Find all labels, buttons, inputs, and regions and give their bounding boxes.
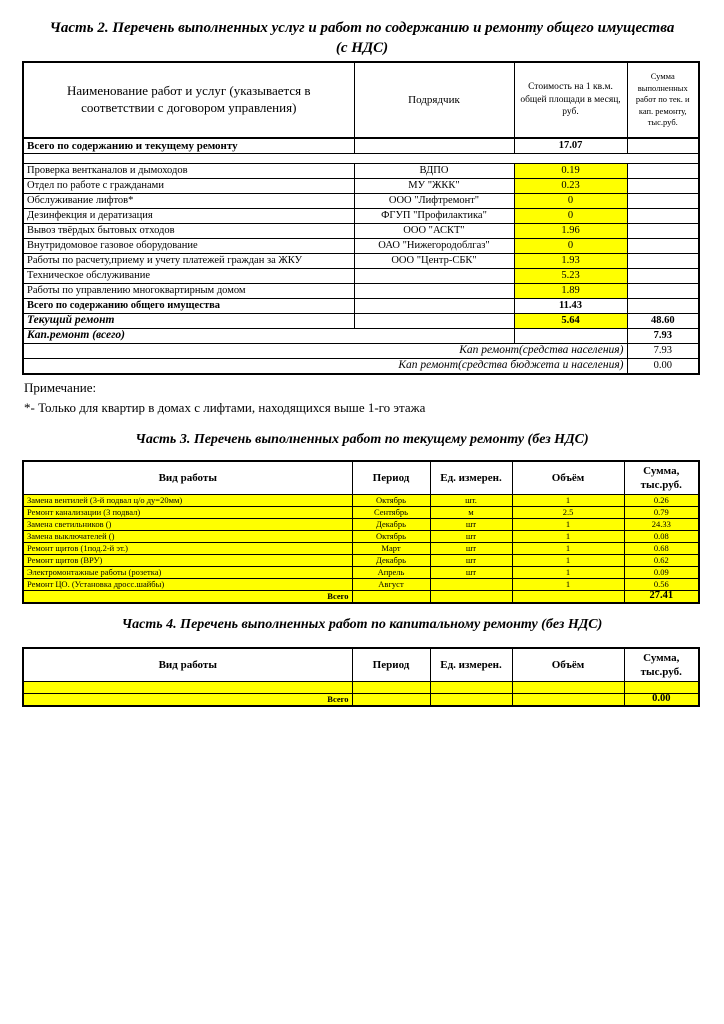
service-contractor: МУ "ЖКК" [354, 179, 514, 194]
service-name: Внутридомовое газовое оборудование [23, 239, 354, 254]
maint-total-label: Всего по содержанию общего имущества [23, 299, 354, 314]
service-contractor: ФГУП "Профилактика" [354, 209, 514, 224]
work-period: Март [352, 543, 430, 555]
work-row [23, 579, 699, 591]
service-name: Работы по управлению многоквартирным домом [23, 284, 354, 299]
service-contractor: ВДПО [354, 164, 514, 179]
service-contractor: ООО "Центр-СБК" [354, 254, 514, 269]
part4-total-sum: 0.00 [624, 694, 699, 707]
part3-header-work: Вид работы [23, 461, 352, 495]
part4-total-label: Всего [23, 694, 352, 707]
note-label: Примечание: [24, 380, 97, 395]
total-contractor [354, 138, 514, 154]
service-row [23, 179, 699, 194]
work-volume: 1 [512, 567, 624, 579]
service-cost: 1.93 [514, 254, 627, 269]
work-volume: 1 [512, 519, 624, 531]
part4-header-sum: Сумма, тыс.руб. [624, 648, 699, 682]
capital-contractor [354, 329, 514, 344]
header-sum: Сумма выполненных работ по тек. и кап. ремонту, тыс.руб. [627, 62, 699, 138]
service-contractor: ООО "Лифтремонт" [354, 194, 514, 209]
header-contractor: Подрядчик [354, 62, 514, 138]
total-label: Всего по содержанию и текущему ремонту [23, 138, 354, 154]
work-volume: 1 [512, 555, 624, 567]
work-name: Ремонт щитов (1под.2-й эт.) [23, 543, 352, 555]
part4-total-volume [512, 694, 624, 707]
part3-table [22, 460, 700, 604]
spacer-row [23, 154, 699, 164]
maint-total-row [23, 299, 699, 314]
maint-total-cost: 11.43 [514, 299, 627, 314]
work-unit: шт [430, 543, 512, 555]
service-row [23, 194, 699, 209]
part4-table [22, 647, 700, 707]
total-sum [627, 138, 699, 154]
part3-header-row [23, 461, 699, 495]
work-row [23, 519, 699, 531]
service-row [23, 269, 699, 284]
capital-budget-row [23, 359, 699, 375]
work-volume: 1 [512, 543, 624, 555]
service-row [23, 254, 699, 269]
work-name: Замена выключателей () [23, 531, 352, 543]
part3-header-sum: Сумма, тыс.руб. [624, 461, 699, 495]
service-sum [627, 239, 699, 254]
capital-sum: 7.93 [627, 329, 699, 344]
part4-header-row [23, 648, 699, 682]
service-cost: 5.23 [514, 269, 627, 284]
work-period: Декабрь [352, 519, 430, 531]
current-repair-sum: 48.60 [627, 314, 699, 329]
service-name: Дезинфекция и дератизация [23, 209, 354, 224]
part3-title: Часть 3. Перечень выполненных работ по текущему ремонту (без НДС) [135, 432, 589, 447]
current-repair-row [23, 314, 699, 329]
part4-empty-sum [624, 682, 699, 694]
service-name: Проверка вентканалов и дымоходов [23, 164, 354, 179]
part4-empty-work [23, 682, 352, 694]
work-row [23, 495, 699, 507]
work-sum: 24.33 [624, 519, 699, 531]
current-repair-label: Текущий ремонт [23, 314, 354, 329]
header-name: Наименование работ и услуг (указывается в соответствии с договором управления) [23, 62, 354, 138]
service-cost: 0.19 [514, 164, 627, 179]
service-name: Работы по расчету,приему и учету платежей граждан за ЖКУ [23, 254, 354, 269]
work-sum: 0.68 [624, 543, 699, 555]
work-unit: шт [430, 567, 512, 579]
current-repair-cost: 5.64 [514, 314, 627, 329]
maint-total-sum [627, 299, 699, 314]
work-unit: шт. [430, 495, 512, 507]
total-cost: 17.07 [514, 138, 627, 154]
part2-table [22, 61, 700, 375]
work-name: Ремонт канализации (3 подвал) [23, 507, 352, 519]
total-row [23, 138, 699, 154]
part3-header-unit: Ед. измерен. [430, 461, 512, 495]
service-sum [627, 179, 699, 194]
work-name: Замена светильников () [23, 519, 352, 531]
service-sum [627, 209, 699, 224]
part3-total-row [23, 591, 699, 604]
part4-total-unit [430, 694, 512, 707]
part4-header-work: Вид работы [23, 648, 352, 682]
work-name: Электромонтажные работы (розетка) [23, 567, 352, 579]
work-row [23, 567, 699, 579]
part3-total-period [352, 591, 430, 604]
capital-cost [514, 329, 627, 344]
capital-pop-sum: 7.93 [627, 344, 699, 359]
service-cost: 0 [514, 194, 627, 209]
work-row [23, 543, 699, 555]
service-sum [627, 224, 699, 239]
part4-total-period [352, 694, 430, 707]
capital-budget-label: Кап ремонт(средства бюджета и населения) [23, 359, 627, 375]
part4-header-volume: Объём [512, 648, 624, 682]
capital-pop-label: Кап ремонт(средства населения) [23, 344, 627, 359]
service-cost: 1.96 [514, 224, 627, 239]
work-volume: 1 [512, 531, 624, 543]
part3-total-sum: 27.41 [624, 591, 699, 604]
service-contractor: ОАО "Нижегородоблгаз" [354, 239, 514, 254]
work-unit [430, 579, 512, 591]
part3-total-label: Всего [23, 591, 352, 604]
work-period: Сентябрь [352, 507, 430, 519]
service-name: Отдел по работе с гражданами [23, 179, 354, 194]
part4-empty-volume [512, 682, 624, 694]
work-row [23, 507, 699, 519]
service-sum [627, 254, 699, 269]
work-unit: шт [430, 531, 512, 543]
work-sum: 0.62 [624, 555, 699, 567]
service-row [23, 209, 699, 224]
part2-rows [23, 164, 699, 299]
part3-total-unit [430, 591, 512, 604]
service-name: Вывоз твёрдых бытовых отходов [23, 224, 354, 239]
part4-empty-period [352, 682, 430, 694]
service-name: Техническое обслуживание [23, 269, 354, 284]
work-sum: 0.26 [624, 495, 699, 507]
service-sum [627, 164, 699, 179]
work-period: Декабрь [352, 555, 430, 567]
work-period: Апрель [352, 567, 430, 579]
part4-header-period: Период [352, 648, 430, 682]
part3-header-volume: Объём [512, 461, 624, 495]
work-period: Октябрь [352, 495, 430, 507]
note-text: *- Только для квартир в домах с лифтами, находящихся выше 1-го этажа [24, 400, 426, 415]
work-volume: 1 [512, 579, 624, 591]
service-row [23, 164, 699, 179]
work-sum: 0.08 [624, 531, 699, 543]
part2-title [0, 18, 724, 58]
part4-empty-unit [430, 682, 512, 694]
capital-budget-sum: 0.00 [627, 359, 699, 375]
part4-title: Часть 4. Перечень выполненных работ по капитальному ремонту (без НДС) [121, 617, 603, 632]
work-row [23, 555, 699, 567]
part4-empty-row [23, 682, 699, 694]
capital-row [23, 329, 699, 344]
part4-header-unit: Ед. измерен. [430, 648, 512, 682]
service-sum [627, 269, 699, 284]
service-cost: 0 [514, 239, 627, 254]
service-row [23, 224, 699, 239]
header-cost: Стоимость на 1 кв.м. общей площади в месяц, руб. [514, 62, 627, 138]
work-sum: 0.56 [624, 579, 699, 591]
work-unit: м [430, 507, 512, 519]
part4-total-row [23, 694, 699, 707]
service-contractor [354, 284, 514, 299]
service-row [23, 239, 699, 254]
part3-header-period: Период [352, 461, 430, 495]
service-contractor: ООО "АСКТ" [354, 224, 514, 239]
work-unit: шт [430, 519, 512, 531]
work-name: Ремонт ЦО. (Установка дросс.шайбы) [23, 579, 352, 591]
service-sum [627, 284, 699, 299]
part2-title-line1: Часть 2. Перечень выполненных услуг и работ по содержанию и ремонту общего имущества [49, 20, 675, 36]
maint-total-contractor [354, 299, 514, 314]
part3-rows [23, 495, 699, 591]
part2-header-row [23, 62, 699, 138]
work-unit: шт [430, 555, 512, 567]
work-volume: 2.5 [512, 507, 624, 519]
work-sum: 0.09 [624, 567, 699, 579]
capital-pop-row [23, 344, 699, 359]
work-volume: 1 [512, 495, 624, 507]
service-name: Обслуживание лифтов* [23, 194, 354, 209]
service-row [23, 284, 699, 299]
work-name: Ремонт щитов (ВРУ) [23, 555, 352, 567]
service-contractor [354, 269, 514, 284]
work-period: Октябрь [352, 531, 430, 543]
work-row [23, 531, 699, 543]
service-cost: 1.89 [514, 284, 627, 299]
service-cost: 0 [514, 209, 627, 224]
capital-label: Кап.ремонт (всего) [23, 329, 354, 344]
service-cost: 0.23 [514, 179, 627, 194]
part3-total-volume [512, 591, 624, 604]
work-sum: 0.79 [624, 507, 699, 519]
part2-title-line2: (с НДС) [335, 40, 389, 56]
work-name: Замена вентилей (3-й подвал ц/о ду=20мм) [23, 495, 352, 507]
spacer-cell [23, 154, 699, 164]
current-repair-contractor [354, 314, 514, 329]
service-sum [627, 194, 699, 209]
work-period: Август [352, 579, 430, 591]
